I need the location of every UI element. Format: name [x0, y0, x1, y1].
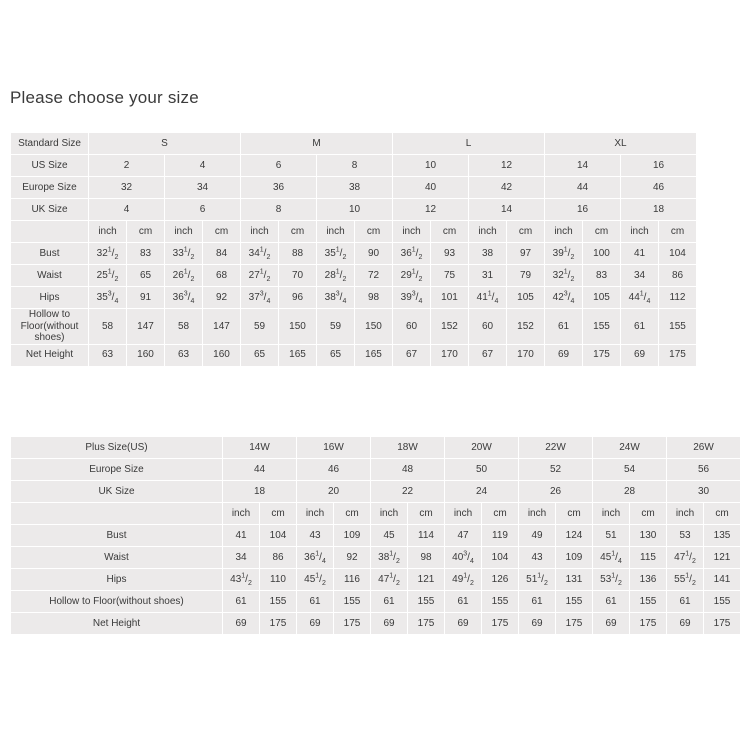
bust-cell: $33^1/_2$ [165, 243, 203, 265]
hips-cell: $36^3/_4$ [165, 287, 203, 309]
net-height-cell: 175 [556, 613, 593, 635]
uk-size-cell: 18 [223, 481, 297, 503]
bust-cell: 84 [203, 243, 241, 265]
waist-cell: $47^1/_2$ [667, 547, 704, 569]
unit-cell: inch [393, 221, 431, 243]
bust-cell: 104 [260, 525, 297, 547]
hollow-cell: 59 [317, 309, 355, 345]
waist-cell: 34 [621, 265, 659, 287]
hips-cell: $35^3/_4$ [89, 287, 127, 309]
waist-cell: $45^1/_4$ [593, 547, 630, 569]
bust-cell: 47 [445, 525, 482, 547]
net-height-cell: 67 [469, 344, 507, 366]
hips-cell: $39^3/_4$ [393, 287, 431, 309]
size-group-m: M [241, 133, 393, 155]
unit-cell: cm [482, 503, 519, 525]
hips-cell: $44^1/_4$ [621, 287, 659, 309]
waist-cell: $27^1/_2$ [241, 265, 279, 287]
waist-cell: 86 [260, 547, 297, 569]
hollow-cell: 155 [260, 591, 297, 613]
row-label-uk-size: UK Size [11, 199, 89, 221]
us-size-cell: 16 [621, 155, 697, 177]
hips-cell: 141 [704, 569, 741, 591]
bust-cell: 100 [583, 243, 621, 265]
net-height-cell: 175 [630, 613, 667, 635]
hollow-cell: 147 [203, 309, 241, 345]
waist-cell: $26^1/_2$ [165, 265, 203, 287]
unit-cell: cm [260, 503, 297, 525]
net-height-cell: 175 [260, 613, 297, 635]
plus-size-cell: 20W [445, 437, 519, 459]
unit-cell: cm [127, 221, 165, 243]
row-label-units [11, 503, 223, 525]
row-label-bust: Bust [11, 525, 223, 547]
bust-cell: 93 [431, 243, 469, 265]
hips-cell: $42^3/_4$ [545, 287, 583, 309]
hollow-cell: 155 [334, 591, 371, 613]
hollow-cell: 61 [223, 591, 260, 613]
europe-size-cell: 54 [593, 459, 667, 481]
table-row-uk-size [11, 199, 697, 221]
hips-cell: $41^1/_4$ [469, 287, 507, 309]
hips-cell: 91 [127, 287, 165, 309]
bust-cell: 114 [408, 525, 445, 547]
plus-size-cell: 26W [667, 437, 741, 459]
row-label-hollow-to-floor: Hollow to Floor(without shoes) [11, 591, 223, 613]
waist-cell: 65 [127, 265, 165, 287]
hollow-cell: 61 [371, 591, 408, 613]
bust-cell: 104 [659, 243, 697, 265]
plus-size-cell: 18W [371, 437, 445, 459]
uk-size-cell: 24 [445, 481, 519, 503]
bust-cell: 49 [519, 525, 556, 547]
hollow-cell: 61 [667, 591, 704, 613]
waist-cell: 72 [355, 265, 393, 287]
waist-cell: $40^3/_4$ [445, 547, 482, 569]
waist-cell: 43 [519, 547, 556, 569]
bust-cell: 119 [482, 525, 519, 547]
table-row-us-size [11, 155, 697, 177]
table-row-europe-size [11, 459, 741, 481]
bust-cell: 38 [469, 243, 507, 265]
hips-cell: 105 [583, 287, 621, 309]
europe-size-cell: 48 [371, 459, 445, 481]
page-title: Please choose your size [10, 88, 199, 107]
bust-cell: 43 [297, 525, 334, 547]
us-size-cell: 12 [469, 155, 545, 177]
net-height-cell: 165 [355, 344, 393, 366]
hips-cell: 92 [203, 287, 241, 309]
waist-cell: $28^1/_2$ [317, 265, 355, 287]
uk-size-cell: 18 [621, 199, 697, 221]
unit-cell: inch [469, 221, 507, 243]
hollow-cell: 61 [297, 591, 334, 613]
bust-cell: $32^1/_2$ [89, 243, 127, 265]
uk-size-cell: 8 [241, 199, 317, 221]
row-label-hips: Hips [11, 287, 89, 309]
table-row-plus-size [11, 437, 741, 459]
unit-cell: cm [355, 221, 393, 243]
row-label-europe-size: Europe Size [11, 459, 223, 481]
net-height-cell: 175 [408, 613, 445, 635]
hips-cell: 96 [279, 287, 317, 309]
unit-cell: inch [519, 503, 556, 525]
hips-cell: 136 [630, 569, 667, 591]
uk-size-cell: 14 [469, 199, 545, 221]
europe-size-cell: 52 [519, 459, 593, 481]
uk-size-cell: 28 [593, 481, 667, 503]
waist-cell: 115 [630, 547, 667, 569]
net-height-cell: 175 [704, 613, 741, 635]
uk-size-cell: 12 [393, 199, 469, 221]
hollow-cell: 61 [545, 309, 583, 345]
hips-cell: 98 [355, 287, 393, 309]
net-height-cell: 69 [223, 613, 260, 635]
unit-cell: cm [630, 503, 667, 525]
us-size-cell: 4 [165, 155, 241, 177]
table-row-waist [11, 265, 697, 287]
row-label-net-height: Net Height [11, 613, 223, 635]
europe-size-cell: 40 [393, 177, 469, 199]
waist-cell: 83 [583, 265, 621, 287]
unit-cell: inch [667, 503, 704, 525]
table-row-net-height [11, 344, 697, 366]
unit-cell: inch [317, 221, 355, 243]
bust-cell: $35^1/_2$ [317, 243, 355, 265]
bust-cell: 124 [556, 525, 593, 547]
europe-size-cell: 34 [165, 177, 241, 199]
table-row-uk-size [11, 481, 741, 503]
row-label-hips: Hips [11, 569, 223, 591]
unit-cell: inch [241, 221, 279, 243]
bust-cell: $36^1/_2$ [393, 243, 431, 265]
waist-cell: $29^1/_2$ [393, 265, 431, 287]
net-height-cell: 63 [165, 344, 203, 366]
europe-size-cell: 56 [667, 459, 741, 481]
row-label-hollow-to-floor: Hollow to Floor(without shoes) [11, 309, 89, 345]
row-label-net-height: Net Height [11, 344, 89, 366]
bust-cell: 53 [667, 525, 704, 547]
unit-cell: cm [659, 221, 697, 243]
size-group-l: L [393, 133, 545, 155]
size-group-xl: XL [545, 133, 697, 155]
us-size-cell: 6 [241, 155, 317, 177]
hips-cell: 110 [260, 569, 297, 591]
bust-cell: $39^1/_2$ [545, 243, 583, 265]
waist-cell: 70 [279, 265, 317, 287]
hollow-cell: 152 [507, 309, 545, 345]
hips-cell: 116 [334, 569, 371, 591]
net-height-cell: 63 [89, 344, 127, 366]
hollow-cell: 61 [445, 591, 482, 613]
table-row-standard-size [11, 133, 697, 155]
bust-cell: 45 [371, 525, 408, 547]
waist-cell: 79 [507, 265, 545, 287]
waist-cell: 34 [223, 547, 260, 569]
uk-size-cell: 4 [89, 199, 165, 221]
us-size-cell: 2 [89, 155, 165, 177]
table-row-hollow-to-floor [11, 591, 741, 613]
europe-size-cell: 46 [621, 177, 697, 199]
europe-size-cell: 50 [445, 459, 519, 481]
hollow-cell: 60 [469, 309, 507, 345]
unit-cell: inch [297, 503, 334, 525]
table-row-waist [11, 547, 741, 569]
uk-size-cell: 22 [371, 481, 445, 503]
bust-cell: 41 [223, 525, 260, 547]
unit-cell: inch [621, 221, 659, 243]
unit-cell: cm [203, 221, 241, 243]
net-height-cell: 170 [431, 344, 469, 366]
waist-cell: $25^1/_2$ [89, 265, 127, 287]
europe-size-cell: 46 [297, 459, 371, 481]
plus-size-cell: 16W [297, 437, 371, 459]
net-height-cell: 65 [241, 344, 279, 366]
uk-size-cell: 20 [297, 481, 371, 503]
waist-cell: 75 [431, 265, 469, 287]
europe-size-cell: 44 [545, 177, 621, 199]
hollow-cell: 155 [482, 591, 519, 613]
waist-cell: $32^1/_2$ [545, 265, 583, 287]
row-label-uk-size: UK Size [11, 481, 223, 503]
bust-cell: 130 [630, 525, 667, 547]
unit-cell: inch [593, 503, 630, 525]
table-row-hips [11, 569, 741, 591]
net-height-cell: 67 [393, 344, 431, 366]
hips-cell: 101 [431, 287, 469, 309]
plus-size-cell: 24W [593, 437, 667, 459]
row-label-us-size: US Size [11, 155, 89, 177]
unit-cell: inch [445, 503, 482, 525]
row-label-standard-size: Standard Size [11, 133, 89, 155]
table-row-units [11, 221, 697, 243]
bust-cell: 83 [127, 243, 165, 265]
hips-cell: 126 [482, 569, 519, 591]
plus-size-cell: 14W [223, 437, 297, 459]
unit-cell: cm [431, 221, 469, 243]
hips-cell: 112 [659, 287, 697, 309]
uk-size-cell: 10 [317, 199, 393, 221]
net-height-cell: 160 [127, 344, 165, 366]
bust-cell: $34^1/_2$ [241, 243, 279, 265]
bust-cell: 51 [593, 525, 630, 547]
net-height-cell: 69 [545, 344, 583, 366]
waist-cell: 92 [334, 547, 371, 569]
hollow-cell: 152 [431, 309, 469, 345]
waist-cell: 98 [408, 547, 445, 569]
net-height-cell: 69 [667, 613, 704, 635]
unit-cell: inch [165, 221, 203, 243]
row-label-units [11, 221, 89, 243]
row-label-europe-size: Europe Size [11, 177, 89, 199]
waist-cell: 31 [469, 265, 507, 287]
unit-cell: cm [334, 503, 371, 525]
hollow-cell: 58 [89, 309, 127, 345]
us-size-cell: 10 [393, 155, 469, 177]
row-label-waist: Waist [11, 265, 89, 287]
hollow-cell: 61 [621, 309, 659, 345]
hollow-cell: 150 [279, 309, 317, 345]
hollow-cell: 147 [127, 309, 165, 345]
net-height-cell: 69 [621, 344, 659, 366]
uk-size-cell: 30 [667, 481, 741, 503]
hollow-cell: 155 [630, 591, 667, 613]
waist-cell: $38^1/_2$ [371, 547, 408, 569]
table-row-hollow-to-floor [11, 309, 697, 345]
hollow-cell: 60 [393, 309, 431, 345]
net-height-cell: 69 [519, 613, 556, 635]
us-size-cell: 8 [317, 155, 393, 177]
uk-size-cell: 16 [545, 199, 621, 221]
unit-cell: inch [223, 503, 260, 525]
net-height-cell: 165 [279, 344, 317, 366]
table-row-bust [11, 525, 741, 547]
waist-cell: 109 [556, 547, 593, 569]
hips-cell: $47^1/_2$ [371, 569, 408, 591]
hollow-cell: 61 [519, 591, 556, 613]
table-row-units [11, 503, 741, 525]
table-row-europe-size [11, 177, 697, 199]
unit-cell: inch [371, 503, 408, 525]
hips-cell: $49^1/_2$ [445, 569, 482, 591]
unit-cell: inch [89, 221, 127, 243]
net-height-cell: 69 [371, 613, 408, 635]
hips-cell: $43^1/_2$ [223, 569, 260, 591]
bust-cell: 88 [279, 243, 317, 265]
hips-cell: $38^3/_4$ [317, 287, 355, 309]
hollow-cell: 59 [241, 309, 279, 345]
unit-cell: inch [545, 221, 583, 243]
net-height-cell: 65 [317, 344, 355, 366]
uk-size-cell: 26 [519, 481, 593, 503]
net-height-cell: 175 [659, 344, 697, 366]
hollow-cell: 150 [355, 309, 393, 345]
unit-cell: cm [408, 503, 445, 525]
hips-cell: $53^1/_2$ [593, 569, 630, 591]
hollow-cell: 155 [659, 309, 697, 345]
waist-cell: 121 [704, 547, 741, 569]
hips-cell: 105 [507, 287, 545, 309]
bust-cell: 97 [507, 243, 545, 265]
table-row-bust [11, 243, 697, 265]
us-size-cell: 14 [545, 155, 621, 177]
table-row-hips [11, 287, 697, 309]
unit-cell: cm [279, 221, 317, 243]
unit-cell: cm [704, 503, 741, 525]
hollow-cell: 155 [556, 591, 593, 613]
hollow-cell: 61 [593, 591, 630, 613]
europe-size-cell: 38 [317, 177, 393, 199]
row-label-waist: Waist [11, 547, 223, 569]
row-label-bust: Bust [11, 243, 89, 265]
plus-size-cell: 22W [519, 437, 593, 459]
uk-size-cell: 6 [165, 199, 241, 221]
waist-cell: 68 [203, 265, 241, 287]
net-height-cell: 170 [507, 344, 545, 366]
hollow-cell: 155 [583, 309, 621, 345]
hips-cell: $55^1/_2$ [667, 569, 704, 591]
hollow-cell: 58 [165, 309, 203, 345]
europe-size-cell: 44 [223, 459, 297, 481]
unit-cell: cm [507, 221, 545, 243]
net-height-cell: 175 [334, 613, 371, 635]
net-height-cell: 175 [583, 344, 621, 366]
waist-cell: $36^1/_4$ [297, 547, 334, 569]
size-group-s: S [89, 133, 241, 155]
unit-cell: cm [583, 221, 621, 243]
europe-size-cell: 32 [89, 177, 165, 199]
hips-cell: $45^1/_2$ [297, 569, 334, 591]
row-label-plus-size: Plus Size(US) [11, 437, 223, 459]
hips-cell: 131 [556, 569, 593, 591]
bust-cell: 90 [355, 243, 393, 265]
hollow-cell: 155 [704, 591, 741, 613]
hollow-cell: 155 [408, 591, 445, 613]
hips-cell: $51^1/_2$ [519, 569, 556, 591]
europe-size-cell: 42 [469, 177, 545, 199]
standard-size-table [10, 132, 697, 367]
waist-cell: 104 [482, 547, 519, 569]
hips-cell: $37^3/_4$ [241, 287, 279, 309]
net-height-cell: 160 [203, 344, 241, 366]
net-height-cell: 69 [593, 613, 630, 635]
net-height-cell: 69 [445, 613, 482, 635]
waist-cell: 86 [659, 265, 697, 287]
bust-cell: 41 [621, 243, 659, 265]
plus-size-table [10, 436, 741, 635]
net-height-cell: 69 [297, 613, 334, 635]
bust-cell: 109 [334, 525, 371, 547]
net-height-cell: 175 [482, 613, 519, 635]
bust-cell: 135 [704, 525, 741, 547]
hips-cell: 121 [408, 569, 445, 591]
europe-size-cell: 36 [241, 177, 317, 199]
table-row-net-height [11, 613, 741, 635]
unit-cell: cm [556, 503, 593, 525]
